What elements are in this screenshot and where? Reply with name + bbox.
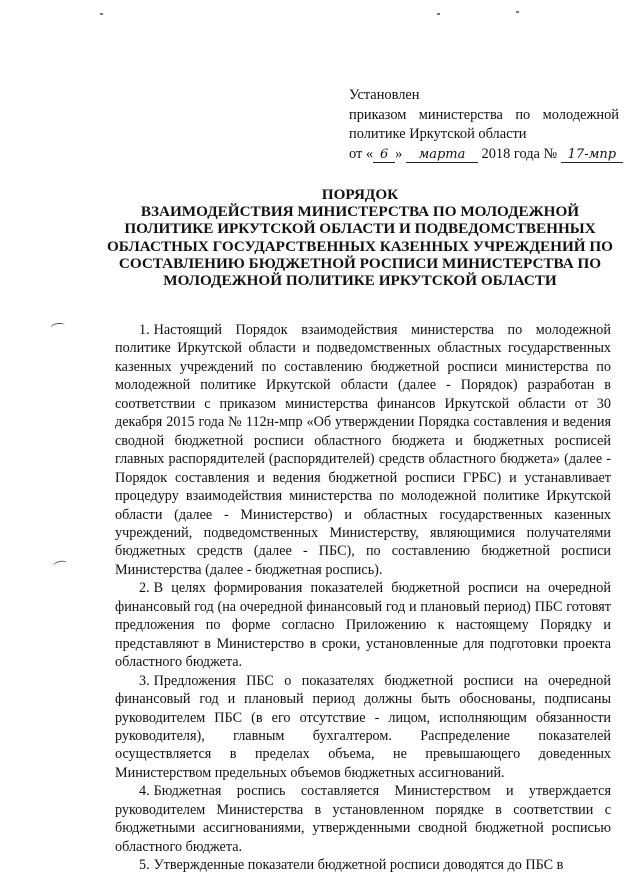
title-line: ВЗАИМОДЕЙСТВИЯ МИНИСТЕРСТВА ПО МОЛОДЕЖНОЙ — [140, 203, 580, 221]
paragraph-text: Утвержденные показатели бюджетной росписи доводятся до ПБС в — [153, 857, 564, 874]
handwritten-month: марта — [406, 147, 478, 163]
paragraph-2 — [115, 579, 611, 671]
date-prefix: от « — [349, 145, 374, 162]
approval-stamp — [349, 86, 619, 164]
paragraph-1 — [115, 321, 611, 579]
paragraph-number: 5. — [139, 857, 150, 874]
title-line: СОСТАВЛЕНИЮ БЮДЖЕТНОЙ РОСПИСИ МИНИСТЕРСТВА ПО — [118, 254, 602, 272]
paragraph-number: 3. — [139, 672, 150, 689]
approval-line: политике Иркутской области — [349, 126, 527, 142]
approval-date-line — [349, 145, 619, 165]
document-body — [115, 321, 611, 875]
date-quote: » — [395, 145, 403, 162]
scan-speck — [516, 11, 519, 13]
paragraph-text: Бюджетная роспись составляется Министерством и утверждается руководителем Министерства в установленном порядке в соответствии с бюджетными ассигнованиями, утвержденными сводной бюджетной росписью областного бюджета. — [115, 783, 611, 855]
paragraph-text: В целях формирования показателей бюджетной росписи на очередной финансовый год (на очередной финансовый год и плановый период) ПБС готовят предложения по форме согласно Приложению к настоящему Порядку и представляют в Министерство в сроки, установленные для подготовки проекта областного бюджета. — [115, 580, 611, 671]
approval-line: Установлен — [349, 87, 420, 103]
handwritten-day: 6 — [373, 147, 395, 163]
paragraph-number: 1. — [139, 322, 150, 338]
paragraph-text: Предложения ПБС о показателях бюджетной росписи на очередной финансовый год и плановый период должны быть обоснованы, подписаны руководителем ПБС (в его отсутствие - лицом, исполняющим обязанности руководителя), главным бухгалтером. Распределение показателей осуществляется в пределах объема, не превышающего доведенных Министерством предельных объемов бюджетных ассигнований. — [115, 672, 611, 781]
paragraph-5 — [115, 856, 611, 874]
title-line: ОБЛАСТНЫХ ГОСУДАРСТВЕННЫХ КАЗЕННЫХ УЧРЕЖДЕНИЙ ПО — [106, 237, 613, 255]
paragraph-text: Настоящий Порядок взаимодействия министерства по молодежной политике Иркутской области и подведомственных областных государственных казенных учреждений по составлению бюджетной росписи министерства по молодежной политике Иркутской области (далее - Порядок) разработан в соответствии с приказом министерства финансов Иркутской области от 30 декабря 2015 года № 112н-мпр «Об утверждении Порядка составления и ведения сводной бюджетной росписи областного бюджета и бюджетных росписей главных распорядителей (распорядителей) средств областного бюджета» (далее - Порядок составления и ведения бюджетной росписи ГРБС) и устанавливает процедуру взаимодействия министерства по молодежной политике Иркутской области (далее - Министерство) и областных государственных казенных учреждений, подведомственных Министерству, являющимися получателями бюджетных средств (далее - ПБС), по составлению бюджетной росписи Министерства (далее - бюджетная роспись). — [115, 322, 611, 578]
title-line: ПОРЯДОК — [321, 186, 399, 203]
scan-speck — [437, 13, 440, 15]
scan-speck — [100, 13, 103, 15]
handwritten-order-number: 17-мпр — [561, 147, 623, 163]
margin-mark — [52, 560, 67, 570]
title-line: ПОЛИТИКЕ ИРКУТСКОЙ ОБЛАСТИ И ПОДВЕДОМСТВЕННЫХ — [124, 220, 596, 238]
date-year: 2018 года № — [481, 145, 558, 162]
paragraph-number: 4. — [139, 783, 150, 800]
approval-line: приказом министерства по молодежной — [349, 106, 619, 123]
title-line: МОЛОДЕЖНОЙ ПОЛИТИКЕ ИРКУТСКОЙ ОБЛАСТИ — [163, 272, 557, 290]
paragraph-4 — [115, 782, 611, 856]
margin-mark — [51, 322, 66, 331]
paragraph-number: 2. — [139, 580, 150, 597]
paragraph-3 — [115, 672, 611, 783]
document-title — [100, 186, 620, 289]
